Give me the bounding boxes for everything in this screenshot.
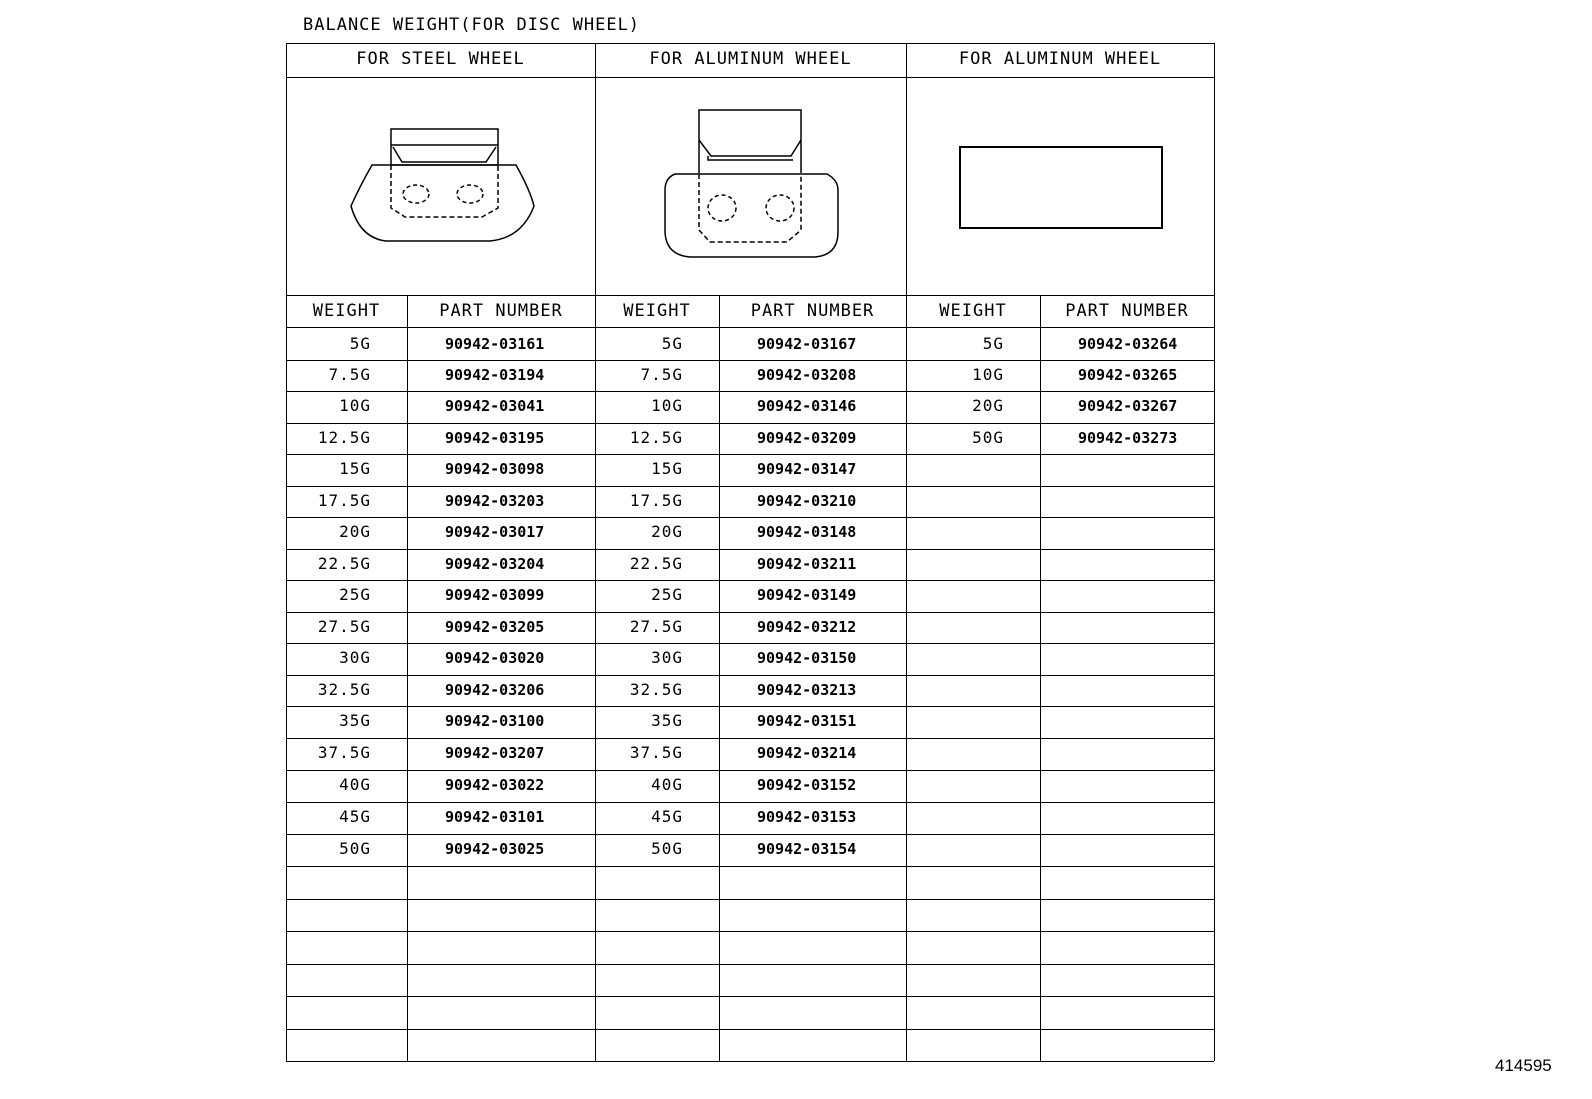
- header-rule: [286, 327, 1214, 328]
- row-rule: [286, 899, 1214, 900]
- part-number-value: 90942-03210: [757, 492, 857, 510]
- row-rule: [286, 423, 1214, 424]
- weight-value: 30G: [339, 648, 371, 667]
- part-number-value: 90942-03149: [757, 586, 857, 604]
- weight-value: 37.5G: [629, 743, 683, 762]
- part-number-value: 90942-03195: [445, 429, 545, 447]
- weight-value: 22.5G: [629, 554, 683, 573]
- row-rule: [286, 706, 1214, 707]
- weight-value: 40G: [339, 775, 371, 794]
- weight-value: 32.5G: [629, 680, 683, 699]
- part-number-value: 90942-03203: [445, 492, 545, 510]
- weight-value: 5G: [349, 334, 371, 353]
- part-number-column-header: PART NUMBER: [750, 301, 875, 321]
- weight-value: 12.5G: [317, 428, 371, 447]
- row-rule: [286, 675, 1214, 676]
- weight-value: 25G: [339, 585, 371, 604]
- row-rule: [286, 580, 1214, 581]
- part-number-value: 90942-03154: [757, 840, 857, 858]
- part-number-value: 90942-03167: [757, 335, 857, 353]
- part-number-value: 90942-03194: [445, 366, 545, 384]
- part-number-value: 90942-03207: [445, 744, 545, 762]
- weight-value: 7.5G: [328, 365, 371, 384]
- weight-value: 20G: [972, 396, 1004, 415]
- row-rule: [286, 866, 1214, 867]
- weight-value: 50G: [339, 839, 371, 858]
- weight-value: 20G: [651, 522, 683, 541]
- figure-id: 414595: [1495, 1056, 1552, 1075]
- weight-value: 45G: [651, 807, 683, 826]
- weight-value: 27.5G: [317, 617, 371, 636]
- part-number-column-header: PART NUMBER: [439, 301, 563, 321]
- section-heading: FOR ALUMINUM WHEEL: [649, 49, 852, 69]
- part-number-value: 90942-03020: [445, 649, 545, 667]
- weight-value: 12.5G: [629, 428, 683, 447]
- weight-value: 50G: [972, 428, 1004, 447]
- row-rule: [286, 612, 1214, 613]
- part-number-value: 90942-03099: [445, 586, 545, 604]
- row-rule: [286, 549, 1214, 550]
- row-rule: [286, 770, 1214, 771]
- table-border-bottom: [286, 1061, 1214, 1062]
- part-number-value: 90942-03208: [757, 366, 857, 384]
- part-number-value: 90942-03214: [757, 744, 857, 762]
- weight-value: 5G: [982, 334, 1004, 353]
- weight-value: 25G: [651, 585, 683, 604]
- section-divider: [906, 43, 907, 1061]
- weight-value: 45G: [339, 807, 371, 826]
- row-rule: [286, 996, 1214, 997]
- part-number-value: 90942-03211: [757, 555, 857, 573]
- weight-value: 30G: [651, 648, 683, 667]
- header-rule: [286, 295, 1214, 296]
- row-rule: [286, 454, 1214, 455]
- weight-value: 5G: [661, 334, 683, 353]
- weight-value: 10G: [651, 396, 683, 415]
- part-number-value: 90942-03146: [757, 397, 857, 415]
- row-rule: [286, 964, 1214, 965]
- part-number-value: 90942-03161: [445, 335, 545, 353]
- section-divider: [595, 43, 596, 1061]
- column-divider: [719, 295, 720, 1061]
- section-heading: FOR ALUMINUM WHEEL: [958, 49, 1162, 69]
- weight-value: 35G: [651, 711, 683, 730]
- table-border-right: [1214, 43, 1215, 1061]
- row-rule: [286, 834, 1214, 835]
- weight-column-header: WEIGHT: [623, 301, 691, 321]
- weight-value: 15G: [651, 459, 683, 478]
- row-rule: [286, 360, 1214, 361]
- row-rule: [286, 802, 1214, 803]
- row-rule: [286, 486, 1214, 487]
- row-rule: [286, 738, 1214, 739]
- part-number-value: 90942-03209: [757, 429, 857, 447]
- section-heading: FOR STEEL WHEEL: [356, 49, 525, 69]
- weight-column-header: WEIGHT: [939, 301, 1007, 321]
- weight-column-header: WEIGHT: [312, 301, 381, 321]
- part-number-value: 90942-03150: [757, 649, 857, 667]
- weight-value: 40G: [651, 775, 683, 794]
- weight-value: 17.5G: [317, 491, 371, 510]
- part-number-value: 90942-03265: [1078, 366, 1178, 384]
- weight-value: 35G: [339, 711, 371, 730]
- header-rule: [286, 77, 1214, 78]
- row-rule: [286, 1029, 1214, 1030]
- weight-value: 32.5G: [317, 680, 371, 699]
- part-number-value: 90942-03206: [445, 681, 545, 699]
- part-number-value: 90942-03153: [757, 808, 857, 826]
- page-title: BALANCE WEIGHT(FOR DISC WHEEL): [303, 15, 641, 35]
- adhesive-weight-icon: [0, 0, 1, 1]
- row-rule: [286, 391, 1214, 392]
- part-number-value: 90942-03147: [757, 460, 857, 478]
- part-number-value: 90942-03273: [1078, 429, 1178, 447]
- part-number-column-header: PART NUMBER: [1065, 301, 1189, 321]
- part-number-value: 90942-03100: [445, 712, 545, 730]
- weight-value: 20G: [339, 522, 371, 541]
- part-number-value: 90942-03041: [445, 397, 545, 415]
- weight-value: 10G: [339, 396, 371, 415]
- weight-value: 50G: [651, 839, 683, 858]
- part-number-value: 90942-03025: [445, 840, 545, 858]
- table-border-left: [286, 43, 287, 1061]
- weight-value: 15G: [339, 459, 371, 478]
- part-number-value: 90942-03204: [445, 555, 545, 573]
- balance-weight-table: [286, 43, 1214, 1061]
- row-rule: [286, 643, 1214, 644]
- part-number-value: 90942-03022: [445, 776, 545, 794]
- row-rule: [286, 931, 1214, 932]
- part-number-value: 90942-03205: [445, 618, 545, 636]
- weight-value: 17.5G: [629, 491, 683, 510]
- part-number-value: 90942-03151: [757, 712, 857, 730]
- part-number-value: 90942-03267: [1078, 397, 1178, 415]
- weight-value: 27.5G: [629, 617, 683, 636]
- part-number-value: 90942-03212: [757, 618, 857, 636]
- part-number-value: 90942-03098: [445, 460, 545, 478]
- weight-value: 10G: [972, 365, 1004, 384]
- column-divider: [407, 295, 408, 1061]
- part-number-value: 90942-03101: [445, 808, 545, 826]
- part-number-value: 90942-03152: [757, 776, 857, 794]
- weight-value: 37.5G: [317, 743, 371, 762]
- weight-value: 7.5G: [640, 365, 683, 384]
- part-number-value: 90942-03264: [1078, 335, 1178, 353]
- table-border-top: [286, 43, 1214, 44]
- weight-value: 22.5G: [317, 554, 371, 573]
- row-rule: [286, 517, 1214, 518]
- part-number-value: 90942-03017: [445, 523, 545, 541]
- part-number-value: 90942-03148: [757, 523, 857, 541]
- part-number-value: 90942-03213: [757, 681, 857, 699]
- column-divider: [1040, 295, 1041, 1061]
